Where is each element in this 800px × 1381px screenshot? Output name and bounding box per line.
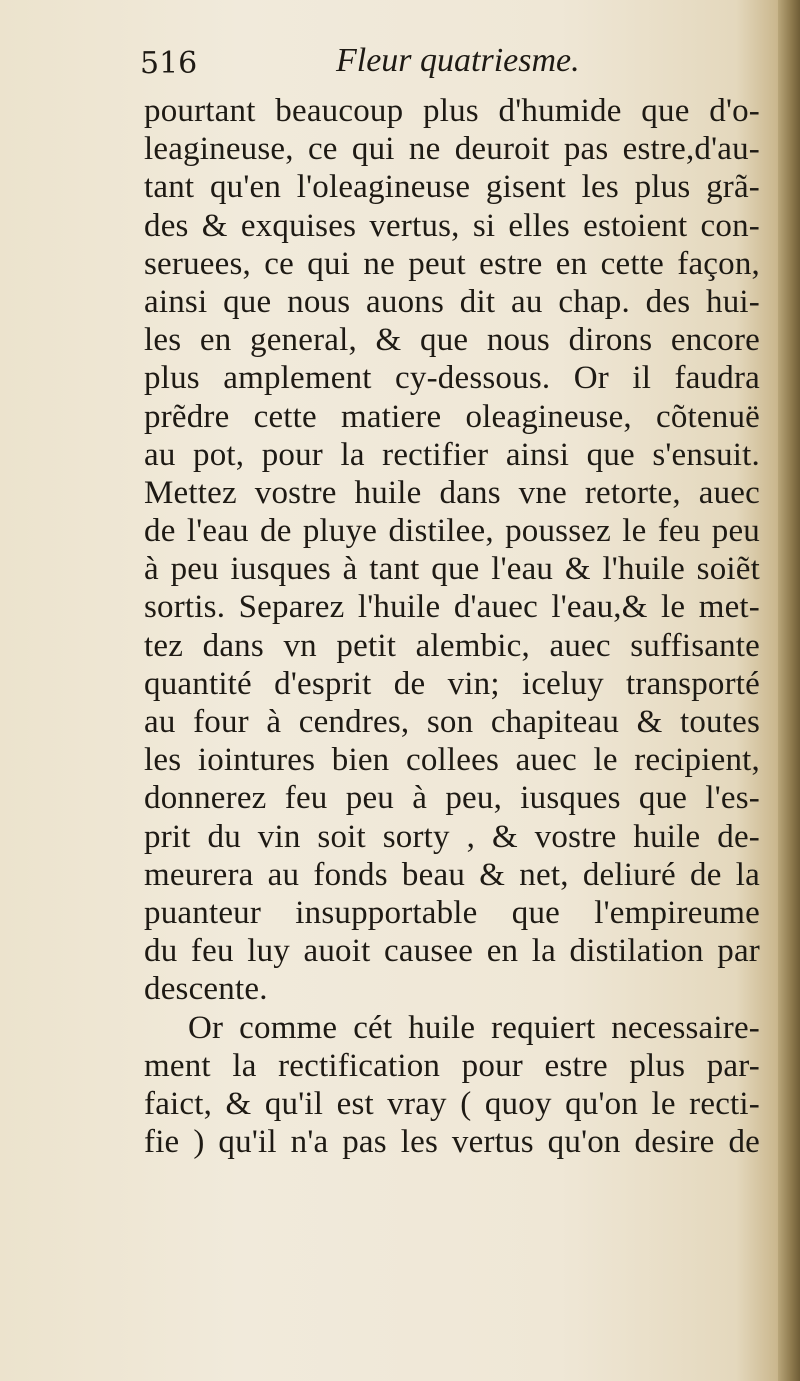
text-line: donnerez feu peu à peu, iusques que l'es- [144,780,760,817]
text-line: seruees, ce qui ne peut estre en cette façon, [144,245,760,282]
text-line: quantité d'esprit de vin; iceluy transporté [144,665,760,702]
text-line: ainsi que nous auons dit au chap. des hui- [144,283,760,320]
text-line: puanteur insupportable que l'empireume [144,894,760,931]
body-text [144,92,764,1292]
page-header [140,42,700,90]
text-line: leagineuse, ce qui ne deuroit pas estre,d'au- [144,131,760,168]
text-line: prẽdre cette matiere oleagineuse, cõtenuë [144,398,760,435]
text-line: les iointures bien collees auec le recipient, [144,742,760,779]
text-line: meurera au fonds beau & net, deliuré de la [144,856,760,893]
text-line: tez dans vn petit alembic, auec suffisante [144,627,760,664]
page-number: 516 [140,46,198,81]
text-line: sortis. Separez l'huile d'auec l'eau,& le met- [144,589,760,626]
text-line: au four à cendres, son chapiteau & toutes [144,704,760,740]
text-line: fie ) qu'il n'a pas les vertus qu'on desire de [144,1124,760,1161]
text-line: du feu luy auoit causee en la distilation par [144,933,760,970]
text-line-paragraph-start: Or comme cét huile requiert necessaire- [188,1009,760,1046]
text-line: les en general, & que nous dirons encore [144,322,760,359]
text-line: Mettez vostre huile dans vne retorte, auec [144,474,760,511]
running-title: Fleur quatriesme. [336,42,580,79]
text-line: pourtant beaucoup plus d'humide que d'o- [144,93,760,129]
text-line: descente. [144,971,268,1008]
text-line: faict, & qu'il est vray ( quoy qu'on le recti- [144,1085,760,1122]
text-line: à peu iusques à tant que l'eau & l'huile soiẽt [144,551,760,588]
text-line: ment la rectification pour estre plus par- [144,1047,760,1084]
page-gutter [778,0,800,1381]
text-line: tant qu'en l'oleagineuse gisent les plus grã- [144,169,760,206]
text-line: prit du vin soit sorty , & vostre huile de- [144,818,760,855]
text-line: plus amplement cy-dessous. Or il faudra [144,360,760,397]
text-line: de l'eau de pluye distilee, poussez le feu peu [144,513,760,550]
text-line: au pot, pour la rectifier ainsi que s'ensuit. [144,436,760,473]
text-line: des & exquises vertus, si elles estoient con- [144,207,760,244]
